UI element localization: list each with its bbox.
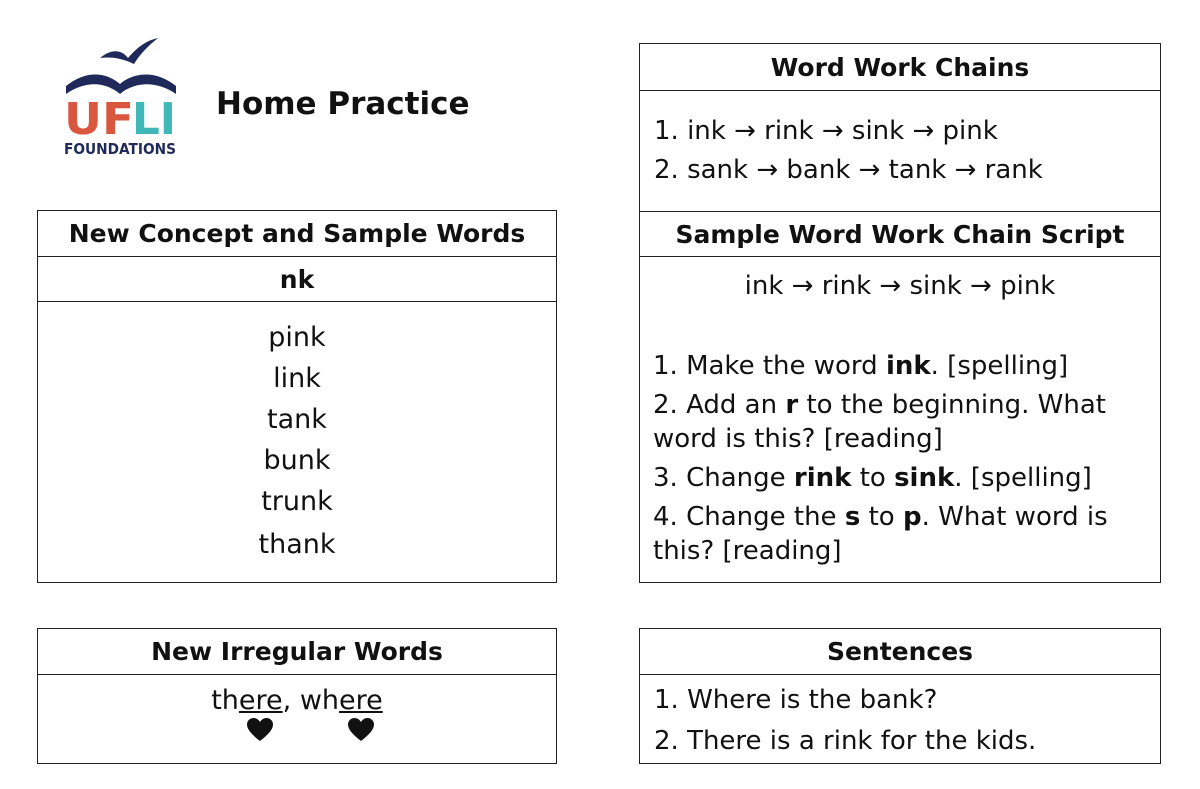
script-step: 1. Make the word ink. [spelling]: [653, 351, 1069, 381]
logo-subtext: FOUNDATIONS: [64, 140, 176, 158]
logo-letters-li: LI: [132, 94, 176, 145]
script-step: 4. Change the s to p. What word is this? [reading]: [653, 502, 1108, 566]
word-separator: ,: [282, 685, 300, 716]
script-step: 2. Add an r to the beginning. What word is this? [reading]: [653, 390, 1106, 454]
sample-word: thank: [258, 529, 336, 560]
sentences-panel: [639, 628, 1161, 764]
sample-word: trunk: [261, 486, 333, 517]
sample-word: tank: [267, 404, 327, 435]
sample-word: bunk: [263, 445, 331, 476]
irregular-words-panel: [37, 628, 557, 764]
sample-word: pink: [268, 322, 326, 353]
bird-icon: [100, 38, 158, 64]
book-icon: [66, 75, 176, 95]
concept-pattern: nk: [38, 257, 556, 302]
chain-line: 2. sank → bank → tank → rank: [654, 155, 1043, 185]
heart-icon: [247, 718, 273, 742]
sentence: 2. There is a rink for the kids.: [654, 726, 1037, 756]
sentences-heading: Sentences: [640, 629, 1160, 675]
logo-letters-uf: UF: [64, 94, 134, 145]
word-part: th: [211, 685, 239, 716]
heart-icon: [348, 718, 374, 742]
word-work-chains-heading: Word Work Chains: [640, 44, 1160, 91]
sentence: 1. Where is the bank?: [654, 685, 938, 715]
page-title: Home Practice: [216, 86, 470, 122]
chain-script-panel: [639, 211, 1161, 583]
irregular-part: ere: [238, 685, 283, 716]
new-concept-panel: [37, 210, 557, 583]
word-part: wh: [299, 685, 340, 716]
new-concept-heading: New Concept and Sample Words: [38, 211, 556, 257]
irregular-words-heading: New Irregular Words: [38, 629, 556, 675]
sample-word: link: [273, 363, 321, 394]
irregular-words: [38, 685, 556, 716]
script-chain: ink → rink → sink → pink: [744, 271, 1056, 301]
ufli-logo: [62, 36, 180, 160]
word-work-chains-panel: [639, 43, 1161, 213]
irregular-part: ere: [339, 685, 383, 716]
chain-script-heading: Sample Word Work Chain Script: [640, 211, 1160, 257]
script-step: 3. Change rink to sink. [spelling]: [653, 463, 1092, 493]
chain-line: 1. ink → rink → sink → pink: [654, 116, 998, 146]
